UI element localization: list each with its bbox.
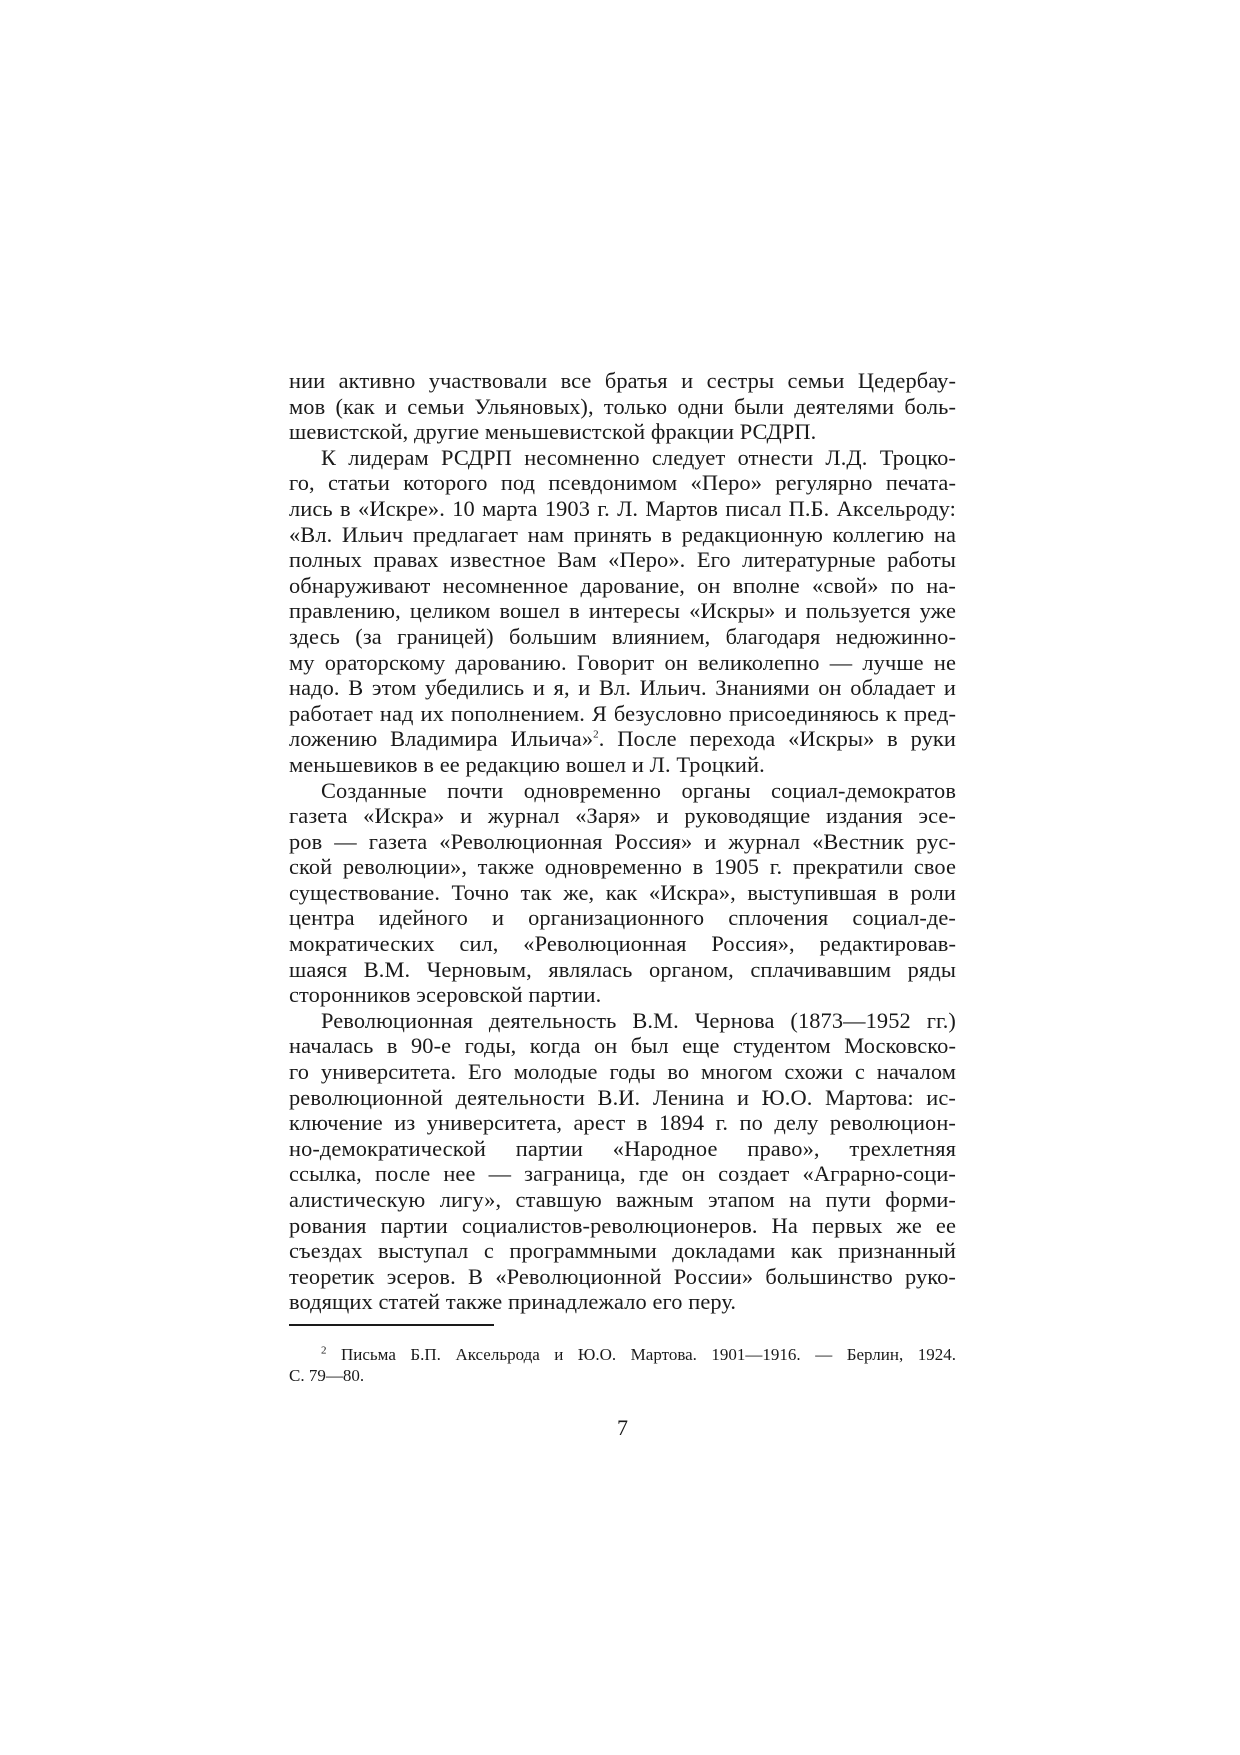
text-line <box>289 726 956 752</box>
text-line: ссылка, после нее — заграница, где он создает «Аграрно-соци- <box>289 1161 956 1187</box>
text-line: мократических сил, «Революционная Россия», редактировав- <box>289 931 956 957</box>
text-line: шевистской, другие меньшевистской фракции РСДРП. <box>289 419 817 445</box>
text-line: Созданные почти одновременно органы социал-демократов <box>321 777 956 803</box>
text-line: К лидерам РСДРП несомненно следует отнести Л.Д. Троцко- <box>321 444 956 470</box>
text-line: го университета. Его молодые годы во многом схожи с началом <box>289 1059 956 1085</box>
footnote-reference[interactable]: 2 <box>593 728 599 741</box>
text-line: здесь (за границей) большим влиянием, благодаря недюжинно- <box>289 623 956 649</box>
text-line: му ораторскому дарованию. Говорит он великолепно — лучше не <box>289 649 956 675</box>
text-line: обнаруживают несомненное дарование, он вполне «свой» по на- <box>289 572 956 598</box>
text-line: шаяся В.М. Черновым, являлась органом, сплачивавшим ряды <box>289 956 956 982</box>
paragraph <box>289 778 956 1008</box>
text-line: правлению, целиком вошел в интересы «Искры» и пользуется уже <box>289 598 956 624</box>
text-line: меньшевиков в ее редакцию вошел и Л. Троцкий. <box>289 751 765 777</box>
text-line: «Вл. Ильич предлагает нам принять в редакционную коллегию на <box>289 521 956 547</box>
text-line: надо. В этом убедились и я, и Вл. Ильич. Знаниями он обладает и <box>289 675 956 701</box>
text-line: революционной деятельности В.И. Ленина и Ю.О. Мартова: ис- <box>289 1084 956 1110</box>
page-content <box>289 368 956 1386</box>
text-line: работает над их пополнением. Я безусловно присоединяюсь к пред- <box>289 700 956 726</box>
text-line: съездах выступал с программными докладами как признанный <box>289 1238 956 1264</box>
footnote-text: Письма Б.П. Аксельрода и Ю.О. Мартова. 1901—1916. — Берлин, 1924. <box>326 1344 956 1364</box>
text-line: ключение из университета, арест в 1894 г. по делу революцион- <box>289 1110 956 1136</box>
footnote <box>289 1344 956 1386</box>
text-line: нии активно участвовали все братья и сестры семьи Цедербау- <box>289 368 956 393</box>
main-text <box>289 368 956 1315</box>
footnote-mark: 2 <box>321 1344 327 1357</box>
text-line: центра идейного и организационного сплочения социал-де- <box>289 905 956 931</box>
text-line: ской революции», также одновременно в 1905 г. прекратили свое <box>289 854 956 880</box>
text-fragment: ложению Владимира Ильича» <box>289 726 594 752</box>
text-line: газета «Искра» и журнал «Заря» и руководящие издания эсе- <box>289 803 956 829</box>
text-line: существование. Точно так же, как «Искра», выступившая в роли <box>289 879 956 905</box>
text-line: лись в «Искре». 10 марта 1903 г. Л. Мартов писал П.Б. Аксельроду: <box>289 495 956 521</box>
footnote-line: С. 79—80. <box>289 1365 365 1385</box>
text-line: сторонников эсеровской партии. <box>289 982 602 1008</box>
text-line: Революционная деятельность В.М. Чернова (1873—1952 гг.) <box>321 1007 956 1033</box>
text-line: алистическую лигу», ставшую важным этапом на пути форми- <box>289 1187 956 1212</box>
paragraph <box>289 368 956 445</box>
paragraph <box>289 445 956 778</box>
text-fragment: . После перехода «Искры» в руки <box>598 726 956 752</box>
text-line: но-демократической партии «Народное право», трехлетняя <box>289 1135 956 1161</box>
text-line: го, статьи которого под псевдонимом «Перо» регулярно печата- <box>289 470 956 496</box>
text-line: полных правах известное Вам «Перо». Его литературные работы <box>289 547 956 573</box>
text-line: началась в 90-е годы, когда он был еще студентом Московско- <box>289 1033 956 1059</box>
text-line: водящих статей также принадлежало его перу. <box>289 1289 737 1315</box>
text-line: рования партии социалистов-революционеров. На первых же ее <box>289 1212 956 1238</box>
text-line: ров — газета «Революционная Россия» и журнал «Вестник рус- <box>289 828 956 854</box>
page-number: 7 <box>617 1415 628 1440</box>
paragraph <box>289 1008 956 1315</box>
footnote-line <box>289 1344 956 1365</box>
text-line: теоретик эсеров. В «Революционной России» большинство руко- <box>289 1263 956 1289</box>
footnote-divider <box>289 1324 494 1326</box>
text-line: мов (как и семьи Ульяновых), только одни были деятелями боль- <box>289 393 956 419</box>
